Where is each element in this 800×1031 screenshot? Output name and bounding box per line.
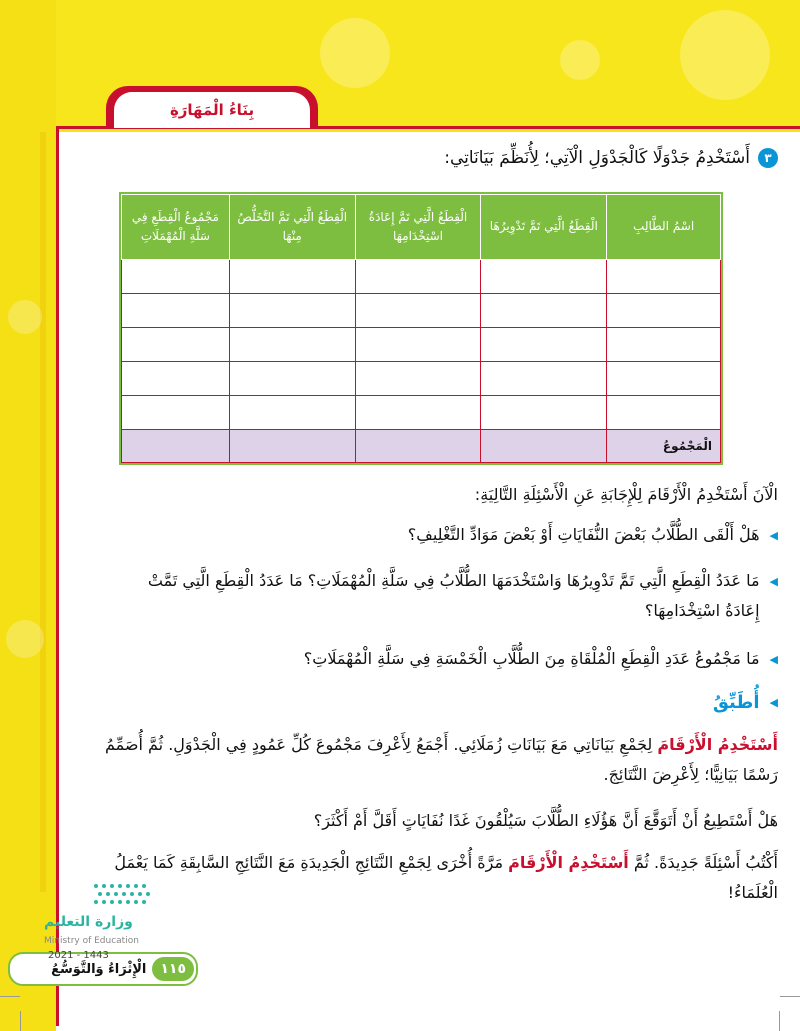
- table-cell[interactable]: [481, 294, 607, 328]
- table-cell[interactable]: [481, 260, 607, 294]
- table-cell[interactable]: [122, 294, 230, 328]
- highlight-use-numbers: أَسْتَخْدِمُ الْأَرْقَامَ: [508, 853, 629, 872]
- highlight-use-numbers: أَسْتَخْدِمُ الْأَرْقَامَ: [657, 735, 778, 754]
- question-number: ٣: [758, 148, 778, 168]
- total-label: الْمَجْمُوعُ: [607, 430, 721, 463]
- section-tab: [106, 86, 318, 128]
- crop-mark: [20, 1011, 21, 1031]
- bullet-text: هَلْ أَلْقَى الطُّلَّابُ بَعْضَ النُّفَايَاتِ أَوْ بَعْضَ مَوَادِّ التَّغْلِيفِ؟: [407, 525, 760, 544]
- bullet-text: مَا عَدَدُ الْقِطَعِ الَّتِي تَمَّ تَدْوِيرُهَا وَاسْتَخْدَمَهَا الطُّلَّابُ فِي سَلَّةِ الْمُهْمَلَاتِ؟ مَا عَدَدُ الْقِطَعِ الَّتِي تَمَّتْ إِعَادَةُ اسْتِخْدَامِهَا؟: [147, 571, 760, 621]
- table-cell[interactable]: [607, 294, 721, 328]
- practice-heading: [713, 692, 778, 713]
- decor-bubble: [320, 18, 390, 88]
- table-cell[interactable]: [481, 396, 607, 430]
- bullet-arrow-icon: ◀: [769, 575, 778, 588]
- data-table: [121, 194, 721, 463]
- list-item: [118, 566, 778, 627]
- bullet-arrow-icon: ◀: [769, 529, 778, 542]
- paragraph-text: أَكْتُبُ أَسْئِلَةً جَدِيدَةً. ثُمَّ: [628, 853, 778, 872]
- table-cell[interactable]: [355, 396, 481, 430]
- col-header-reused: الْقِطَعُ الَّتِي تَمَّ إِعَادَةُ اسْتِخْدَامِهَا: [355, 195, 481, 260]
- table-row: [122, 294, 721, 328]
- decor-bubble: [680, 10, 770, 100]
- section-tab-label: بِنَاءُ الْمَهَارَةِ: [114, 92, 310, 128]
- table-cell[interactable]: [355, 328, 481, 362]
- table-cell[interactable]: [122, 362, 230, 396]
- table-cell[interactable]: [122, 430, 230, 463]
- table-cell[interactable]: [481, 328, 607, 362]
- table-cell[interactable]: [607, 396, 721, 430]
- table-cell[interactable]: [355, 430, 481, 463]
- col-header-student-name: اسْمُ الطَّالِبِ: [607, 195, 721, 260]
- table-cell[interactable]: [481, 362, 607, 396]
- col-header-total-in-bin: مَجْمُوعُ الْقِطَعِ فِي سَلَّةِ الْمُهْمَلَاتِ: [122, 195, 230, 260]
- band-stripe: [40, 132, 46, 892]
- table-cell[interactable]: [607, 260, 721, 294]
- col-header-disposed: الْقِطَعُ الَّتِي تَمَّ التَّخَلُّصُ مِنْهَا: [229, 195, 355, 260]
- bullet-arrow-icon: ◀: [769, 696, 778, 709]
- table-cell[interactable]: [355, 362, 481, 396]
- left-rule: [56, 126, 59, 1026]
- footer-title: الْإِثْرَاءُ وَالتَّوَسُّعُ: [51, 961, 147, 977]
- table-row: [122, 362, 721, 396]
- table-cell[interactable]: [229, 328, 355, 362]
- ministry-logo-icon: [92, 880, 154, 910]
- table-row: [122, 396, 721, 430]
- table-cell[interactable]: [122, 328, 230, 362]
- table-cell[interactable]: [355, 260, 481, 294]
- col-header-recycled: الْقِطَعُ الَّتِي تَمَّ تَدْوِيرُهَا: [481, 195, 607, 260]
- table-cell[interactable]: [122, 260, 230, 294]
- bullet-text: مَا مَجْمُوعُ عَدَدِ الْقِطَعِ الْمُلْقَاةِ مِنَ الطُّلَّابِ الْخَمْسَةِ فِي سَلَّةِ الْمُهْمَلَاتِ؟: [303, 649, 760, 668]
- table-cell[interactable]: [229, 396, 355, 430]
- table-header-row: [122, 195, 721, 260]
- ministry-name-arabic: وزارة التعليم: [44, 914, 133, 930]
- table-cell[interactable]: [229, 260, 355, 294]
- list-item: [408, 520, 778, 550]
- paragraph-text: لِجَمْعِ بَيَانَاتِي مَعَ بَيَانَاتِ زُمَلَائِي. أَجْمَعُ لِأَعْرِفَ مَجْمُوعَ كُلِّ عَمُودٍ فِي الْجَدْوَلِ. ثُمَّ أُصَمِّمُ رَسْمًا بَيَانِيًّا؛ لِأَعْرِضَ النَّتَائِجَ.: [104, 735, 778, 785]
- practice-paragraph-3: [98, 848, 778, 909]
- bullet-arrow-icon: ◀: [769, 653, 778, 666]
- table-cell[interactable]: [481, 430, 607, 463]
- list-item: [304, 644, 778, 674]
- table-total-row: [122, 430, 721, 463]
- table-cell[interactable]: [607, 362, 721, 396]
- edition-year: 2021 - 1443: [48, 950, 109, 961]
- decor-bubble: [6, 620, 44, 658]
- table-cell[interactable]: [355, 294, 481, 328]
- crop-mark: [0, 996, 20, 997]
- practice-paragraph-1: [98, 730, 778, 791]
- ministry-name-english: Ministry of Education: [44, 936, 139, 946]
- table-row: [122, 260, 721, 294]
- decor-bubble: [8, 300, 42, 334]
- left-decorative-band: [0, 0, 56, 1031]
- practice-paragraph-2: هَلْ أَسْتَطِيعُ أَنْ أَتَوَقَّعَ أَنَّ هَؤُلَاءِ الطُّلَّابَ سَيُلْقُونَ غَدًا نُفَايَاتٍ أَقَلَّ أَمْ أَكْثَرَ؟: [313, 811, 778, 830]
- page-number: ١١٥: [152, 957, 194, 981]
- table-cell[interactable]: [122, 396, 230, 430]
- question-heading: [444, 148, 778, 168]
- question-text: أَسْتَخْدِمُ جَدْوَلًا كَالْجَدْوَلِ الْآتِي؛ لِأُنَظِّمَ بَيَانَاتِي:: [444, 148, 750, 168]
- crop-mark: [780, 996, 800, 997]
- table-row: [122, 328, 721, 362]
- table-cell[interactable]: [607, 328, 721, 362]
- practice-title: أُطَبِّقُ: [712, 692, 760, 713]
- crop-mark: [779, 1011, 780, 1031]
- table-cell[interactable]: [229, 362, 355, 396]
- questions-intro: الْآنَ أَسْتَخْدِمُ الْأَرْقَامَ لِلْإِجَابَةِ عَنِ الْأَسْئِلَةِ التَّالِيَةِ:: [474, 485, 778, 504]
- decor-bubble: [560, 40, 600, 80]
- paragraph-text: مَرَّةً أُخْرَى لِجَمْعِ النَّتَائِجِ الْجَدِيدَةِ مَعَ النَّتَائِجِ السَّابِقَةِ كَمَا يَعْمَلُ الْعُلَمَاءُ!: [114, 853, 778, 903]
- table-cell[interactable]: [229, 430, 355, 463]
- table-cell[interactable]: [229, 294, 355, 328]
